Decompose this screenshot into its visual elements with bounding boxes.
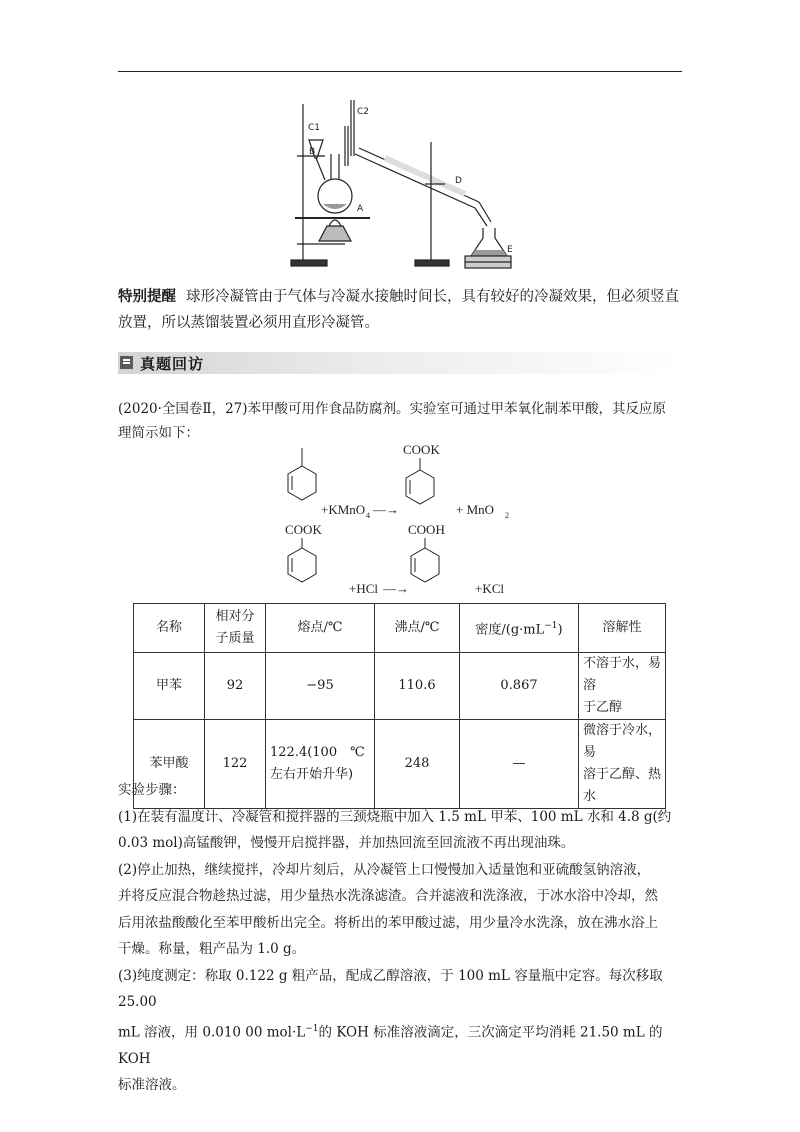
cell-density: 0.867 bbox=[460, 653, 579, 720]
step-2-line-2: 并将反应混合物趁热过滤，用少量热水洗涤滤渣。合并滤液和洗涤液，于冰水浴中冷却，然 bbox=[118, 888, 658, 904]
steps-heading: 实验步骤： bbox=[118, 782, 186, 798]
r1-arrow: —→ bbox=[373, 502, 399, 517]
cell-bp: 248 bbox=[375, 720, 460, 809]
r1-byproduct-subscript: 2 bbox=[505, 511, 509, 520]
step-2-line-3: 后用浓盐酸酸化至苯甲酸析出完全。将析出的苯甲酸过滤，用少量冷水洗涤，放在沸水浴上 bbox=[118, 914, 658, 931]
th-boiling-point: 沸点/℃ bbox=[375, 604, 460, 653]
th-name: 名称 bbox=[134, 604, 205, 653]
table-row bbox=[134, 653, 666, 720]
label-a: A bbox=[357, 204, 364, 214]
cell-density: — bbox=[460, 720, 579, 809]
r2-arrow: —→ bbox=[383, 581, 409, 596]
label-b: B bbox=[309, 147, 316, 157]
r1-reagent-subscript: 4 bbox=[366, 511, 370, 520]
section-header bbox=[118, 350, 684, 376]
label-c1: C1 bbox=[308, 123, 321, 133]
r2-reactant-group: COOK bbox=[285, 522, 322, 537]
cell-solubility: 微溶于冷水，易 溶于乙醇、热水 bbox=[579, 720, 666, 809]
cell-bp: 110.6 bbox=[375, 653, 460, 720]
r2-reagent: +HCl bbox=[349, 581, 379, 596]
step-2-line-1: (2)停止加热，继续搅拌，冷却片刻后，从冷凝管上口慢慢加入适量饱和亚硫酸氢钠溶液， bbox=[118, 861, 651, 878]
table-header-row bbox=[134, 604, 666, 653]
cell-name: 甲苯 bbox=[134, 653, 205, 720]
label-c2: C2 bbox=[357, 107, 370, 117]
header-rule bbox=[118, 71, 682, 72]
section-icon bbox=[120, 356, 133, 369]
special-tip bbox=[118, 284, 688, 336]
tip-label: 特别提醒 bbox=[118, 289, 176, 305]
r1-reagent: +KMnO bbox=[321, 502, 366, 517]
intro-line-2: 理简示如下： bbox=[118, 425, 199, 441]
cell-mp: −95 bbox=[266, 653, 375, 720]
reaction-scheme bbox=[265, 440, 565, 600]
step-2-line-4: 干燥。称量，粗产品为 1.0 g。 bbox=[118, 941, 306, 957]
step-1-line-1: (1)在装有温度计、冷凝管和搅拌器的三颈烧瓶中加入 1.5 mL 甲苯、100 mL 水和 4.8 g(约 bbox=[118, 808, 672, 825]
cell-mw: 122 bbox=[205, 720, 266, 809]
th-molecular-weight: 相对分 子质量 bbox=[205, 604, 266, 653]
step-3-line-3: 标准溶液。 bbox=[118, 1077, 186, 1093]
intro-line-1: (2020·全国卷Ⅱ，27)苯甲酸可用作食品防腐剂。实验室可通过甲苯氧化制苯甲酸，其反应原 bbox=[118, 401, 667, 417]
label-d: D bbox=[455, 176, 462, 186]
step-1-line-2: 0.03 mol)高锰酸钾，慢慢开启搅拌器，并加热回流至回流液不再出现油珠。 bbox=[118, 835, 575, 851]
r2-product-group: COOH bbox=[408, 522, 445, 537]
cell-solubility: 不溶于水，易溶 于乙醇 bbox=[579, 653, 666, 720]
label-e: E bbox=[507, 245, 513, 255]
section-title: 真题回访 bbox=[140, 355, 205, 373]
r1-byproduct: + MnO bbox=[456, 502, 495, 517]
distillation-apparatus-figure bbox=[285, 96, 525, 272]
step-3-line-2: mL 溶液，用 0.010 00 $mol\cdot L^{-1}$的 KOH 标准溶液滴定，三次滴定平均消耗 21.50 mL 的 KOH bbox=[118, 1023, 663, 1067]
th-solubility: 溶解性 bbox=[579, 604, 666, 653]
r1-product-group: COOK bbox=[403, 442, 440, 457]
cell-mw: 92 bbox=[205, 653, 266, 720]
cell-mp: 122.4(100 ℃ 左右开始升华) bbox=[266, 720, 375, 809]
th-density: 密度$/(g\cdot mL^{-1})$ bbox=[460, 604, 579, 653]
th-melting-point: 熔点/℃ bbox=[266, 604, 375, 653]
experiment-steps bbox=[118, 777, 688, 1099]
r2-byproduct: +KCl bbox=[475, 581, 505, 596]
tip-text: 球形冷凝管由于气体与冷凝水接触时间长，具有较好的冷凝效果，但必须竖直放置，所以蒸馏装置必须用直形冷凝管。 bbox=[118, 289, 679, 331]
cell-name: 苯甲酸 bbox=[134, 720, 205, 809]
step-3-line-1: (3)纯度测定：称取 0.122 g 粗产品，配成乙醇溶液，于 100 mL 容量瓶中定容。每次移取 25.00 bbox=[118, 967, 663, 1010]
